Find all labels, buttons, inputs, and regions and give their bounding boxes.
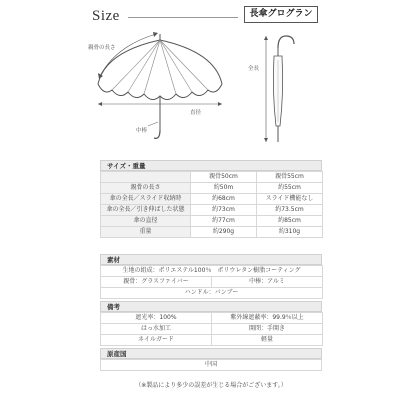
handle-hook xyxy=(154,130,160,138)
note-cell: 紫外線遮蔽率：99.9％以上 xyxy=(212,313,323,324)
row-value: 約73.5cm xyxy=(257,205,323,216)
notes-table xyxy=(100,312,323,346)
table-row xyxy=(101,266,323,277)
table-row xyxy=(101,324,323,335)
total-length-label: 全長 xyxy=(248,66,260,72)
row-label: 傘の全長／引き伸ばした状態 xyxy=(101,205,191,216)
closed-handle xyxy=(278,36,294,48)
rib-length-label: 親骨の長さ xyxy=(88,45,116,51)
row-value: 約85cm xyxy=(257,216,323,227)
handle-material-cell: ハンドル：バンブー xyxy=(101,288,323,299)
row-value: 約68cm xyxy=(191,194,257,205)
note-cell: はっ水加工 xyxy=(101,324,212,335)
table-row xyxy=(101,227,323,238)
row-value: 約290g xyxy=(191,227,257,238)
rib-material-cell: 親骨：グラスファイバー xyxy=(101,277,212,288)
rib-line xyxy=(160,40,192,92)
material-table xyxy=(100,265,323,299)
table-row xyxy=(101,335,323,346)
note-cell: 遮光率：100% xyxy=(101,313,212,324)
origin-value: 中国 xyxy=(101,360,322,371)
arrow-head xyxy=(264,138,268,142)
row-value: 約55cm xyxy=(257,183,323,194)
table-row xyxy=(101,205,323,216)
note-cell: ネイルガード xyxy=(101,335,212,346)
product-name-box: 長傘グログラン xyxy=(244,6,318,23)
row-label: 親骨の長さ xyxy=(101,183,191,194)
shaft-material-cell: 中棒：アルミ xyxy=(212,277,323,288)
table-row xyxy=(101,313,323,324)
row-value: 約73cm xyxy=(191,205,257,216)
row-label: 傘の全長／スライド収納時 xyxy=(101,194,191,205)
shaft-pointer xyxy=(148,122,158,126)
arrow-head xyxy=(153,32,158,37)
arrow-head xyxy=(264,36,268,40)
footnote: （※製品により多少の誤差が生じる場合がございます。） xyxy=(135,382,287,389)
row-value: 約310g xyxy=(257,227,323,238)
size-heading-rule xyxy=(128,17,238,18)
origin-section-header: 原産国 xyxy=(100,348,322,359)
row-label: 傘の直径 xyxy=(101,216,191,227)
origin-table xyxy=(100,359,322,371)
table-row xyxy=(101,360,322,371)
row-value: スライド機能なし xyxy=(257,194,323,205)
note-cell: 開閉：手開き xyxy=(212,324,323,335)
spec-table xyxy=(100,171,323,238)
spec-header-row xyxy=(101,172,323,183)
material-section-header: 素材 xyxy=(100,254,322,265)
spec-section-header: サイズ・重量 xyxy=(100,160,322,171)
table-row xyxy=(101,216,323,227)
size-heading: Size xyxy=(92,8,120,24)
spec-col-header: 親骨55cm xyxy=(257,172,323,183)
arrow-head xyxy=(98,73,103,79)
rib-length-arrow xyxy=(100,34,156,76)
table-row xyxy=(101,194,323,205)
canopy-outline xyxy=(98,40,222,84)
spec-col-header: 親骨50cm xyxy=(191,172,257,183)
row-label: 重量 xyxy=(101,227,191,238)
spec-corner-cell xyxy=(101,172,191,183)
rib-line xyxy=(128,40,160,92)
notes-section-header: 備考 xyxy=(100,301,322,312)
diameter-label: 直径 xyxy=(190,110,202,116)
shaft-label: 中棒 xyxy=(136,128,148,134)
fabric-cell: 生地の組成：ポリエステル100％ ポリウレタン樹脂コーティング xyxy=(101,266,323,277)
table-row xyxy=(101,277,323,288)
row-value: 約77cm xyxy=(191,216,257,227)
umbrella-diagram xyxy=(0,22,400,152)
table-row xyxy=(101,288,323,299)
note-cell: 軽量 xyxy=(212,335,323,346)
umbrella-drawing xyxy=(0,22,400,152)
table-row xyxy=(101,183,323,194)
row-value: 約50m xyxy=(191,183,257,194)
arrow-head xyxy=(218,102,222,106)
arrow-head xyxy=(98,102,102,106)
